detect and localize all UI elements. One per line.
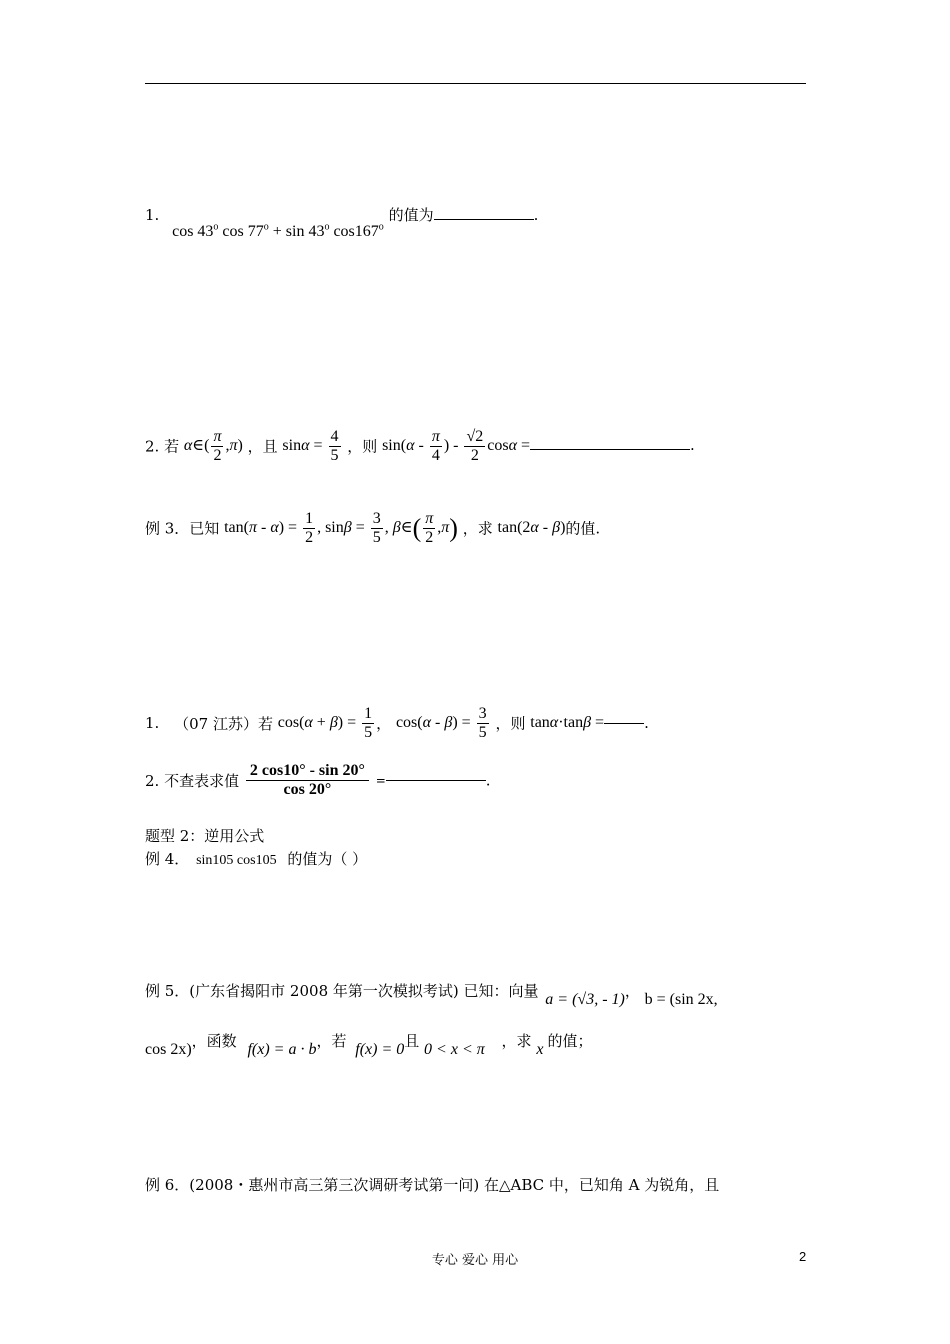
example-label: 例 4． <box>145 850 190 868</box>
math-vector-b-cont: cos 2x) <box>145 1041 192 1058</box>
example-5-line-2 <box>145 1030 593 1058</box>
problem-text: 且 <box>404 1032 420 1050</box>
page-number: 2 <box>799 1249 807 1264</box>
math-vector-a: a = (√3, - 1) <box>545 991 625 1008</box>
example-3 <box>145 510 600 560</box>
problem-text: ，若 <box>316 1032 347 1050</box>
math-condition: f(x) = 0 <box>355 1041 405 1058</box>
math-condition-2: sinα = $\frac{4}{5}$ <box>282 428 339 464</box>
math-expression: tanα·tanβ = <box>530 714 605 732</box>
problem-text: 2. 若 <box>145 437 180 456</box>
separator: ， <box>624 982 640 1000</box>
problem-text: ，且 <box>247 437 278 456</box>
problem-1 <box>145 204 539 240</box>
example-6: 例 6．(2008・惠州市高三第三次调研考试第一问) 在△ABC 中，已知角 A 为锐角，且 <box>145 1176 720 1194</box>
problem-text: 的值. <box>565 519 601 538</box>
problem-text: ，则 <box>347 437 378 456</box>
period: . <box>485 771 491 790</box>
math-expression: sin105 cos105 <box>196 853 277 868</box>
math-condition-2: cos(α - β) = $\frac{3}{5}$ <box>395 705 487 741</box>
problem-number: 1. <box>145 714 160 733</box>
answer-blank <box>530 449 690 450</box>
problem-text: ，则 <box>495 714 526 733</box>
problem-text: 的值为（ ） <box>287 850 368 868</box>
problem-text: 的值； <box>547 1032 593 1050</box>
math-expression: sin(α - $\frac{\pi}{4}$ ) - $\frac{√2}{2}$ cosα = <box>382 428 531 464</box>
separator: ， <box>376 714 392 733</box>
source-label: （07 江苏）若 <box>174 714 273 733</box>
problem-number: 1. <box>145 206 160 224</box>
math-range: 0 < x < π <box>424 1041 485 1058</box>
answer-blank <box>434 219 534 220</box>
equals-sign: = <box>375 773 386 788</box>
math-function: f(x) = a · b <box>247 1041 317 1058</box>
math-variable: x <box>536 1041 544 1058</box>
math-fraction: $\frac{2 \cos 10^\circ - \sin 20^\circ}{\cos 20^\circ}$ <box>246 762 369 799</box>
problem-text: ，求 <box>501 1032 532 1050</box>
example-5-line-1 <box>145 980 718 1008</box>
period: . <box>533 206 539 224</box>
example-label: 例 5．(广东省揭阳市 2008 年第一次模拟考试) 已知：向量 <box>145 982 539 1000</box>
practice-1 <box>145 705 649 755</box>
footer-motto: 专心 爱心 用心 <box>431 1253 519 1268</box>
answer-blank <box>386 780 486 781</box>
problem-text: ，求 <box>462 519 493 538</box>
answer-blank <box>604 723 644 724</box>
math-condition-1: cos(α + β) = $\frac{1}{5}$ <box>277 705 373 741</box>
problem-text: 的值为 <box>388 206 434 224</box>
math-condition-1: α∈( $\frac{\pi}{2}$ ,π) <box>183 428 243 464</box>
math-target: tan(2α - β) <box>497 519 566 537</box>
problem-text: ，函数 <box>191 1032 237 1050</box>
math-given: tan(π - α) = $\frac{1}{2}$ , sinβ = $\frac{3}{5}$ , β∈( $\frac{\pi}{2}$ ,π) <box>224 510 458 546</box>
problem-2 <box>145 428 695 478</box>
header-rule <box>145 83 806 84</box>
section-heading: 题型 2：逆用公式 <box>145 827 265 845</box>
math-vector-b: b = (sin 2x, <box>644 991 718 1008</box>
period: . <box>690 436 695 455</box>
example-label: 例 3．已知 <box>145 519 220 538</box>
math-expression: cos 43$^o$ $\cos 77^o + \sin 43^o$ cos167$^o$ <box>172 221 384 240</box>
problem-text: 2. 不查表求值 <box>145 772 240 790</box>
period: . <box>644 714 649 733</box>
practice-2 <box>145 762 491 812</box>
example-4 <box>145 848 367 869</box>
